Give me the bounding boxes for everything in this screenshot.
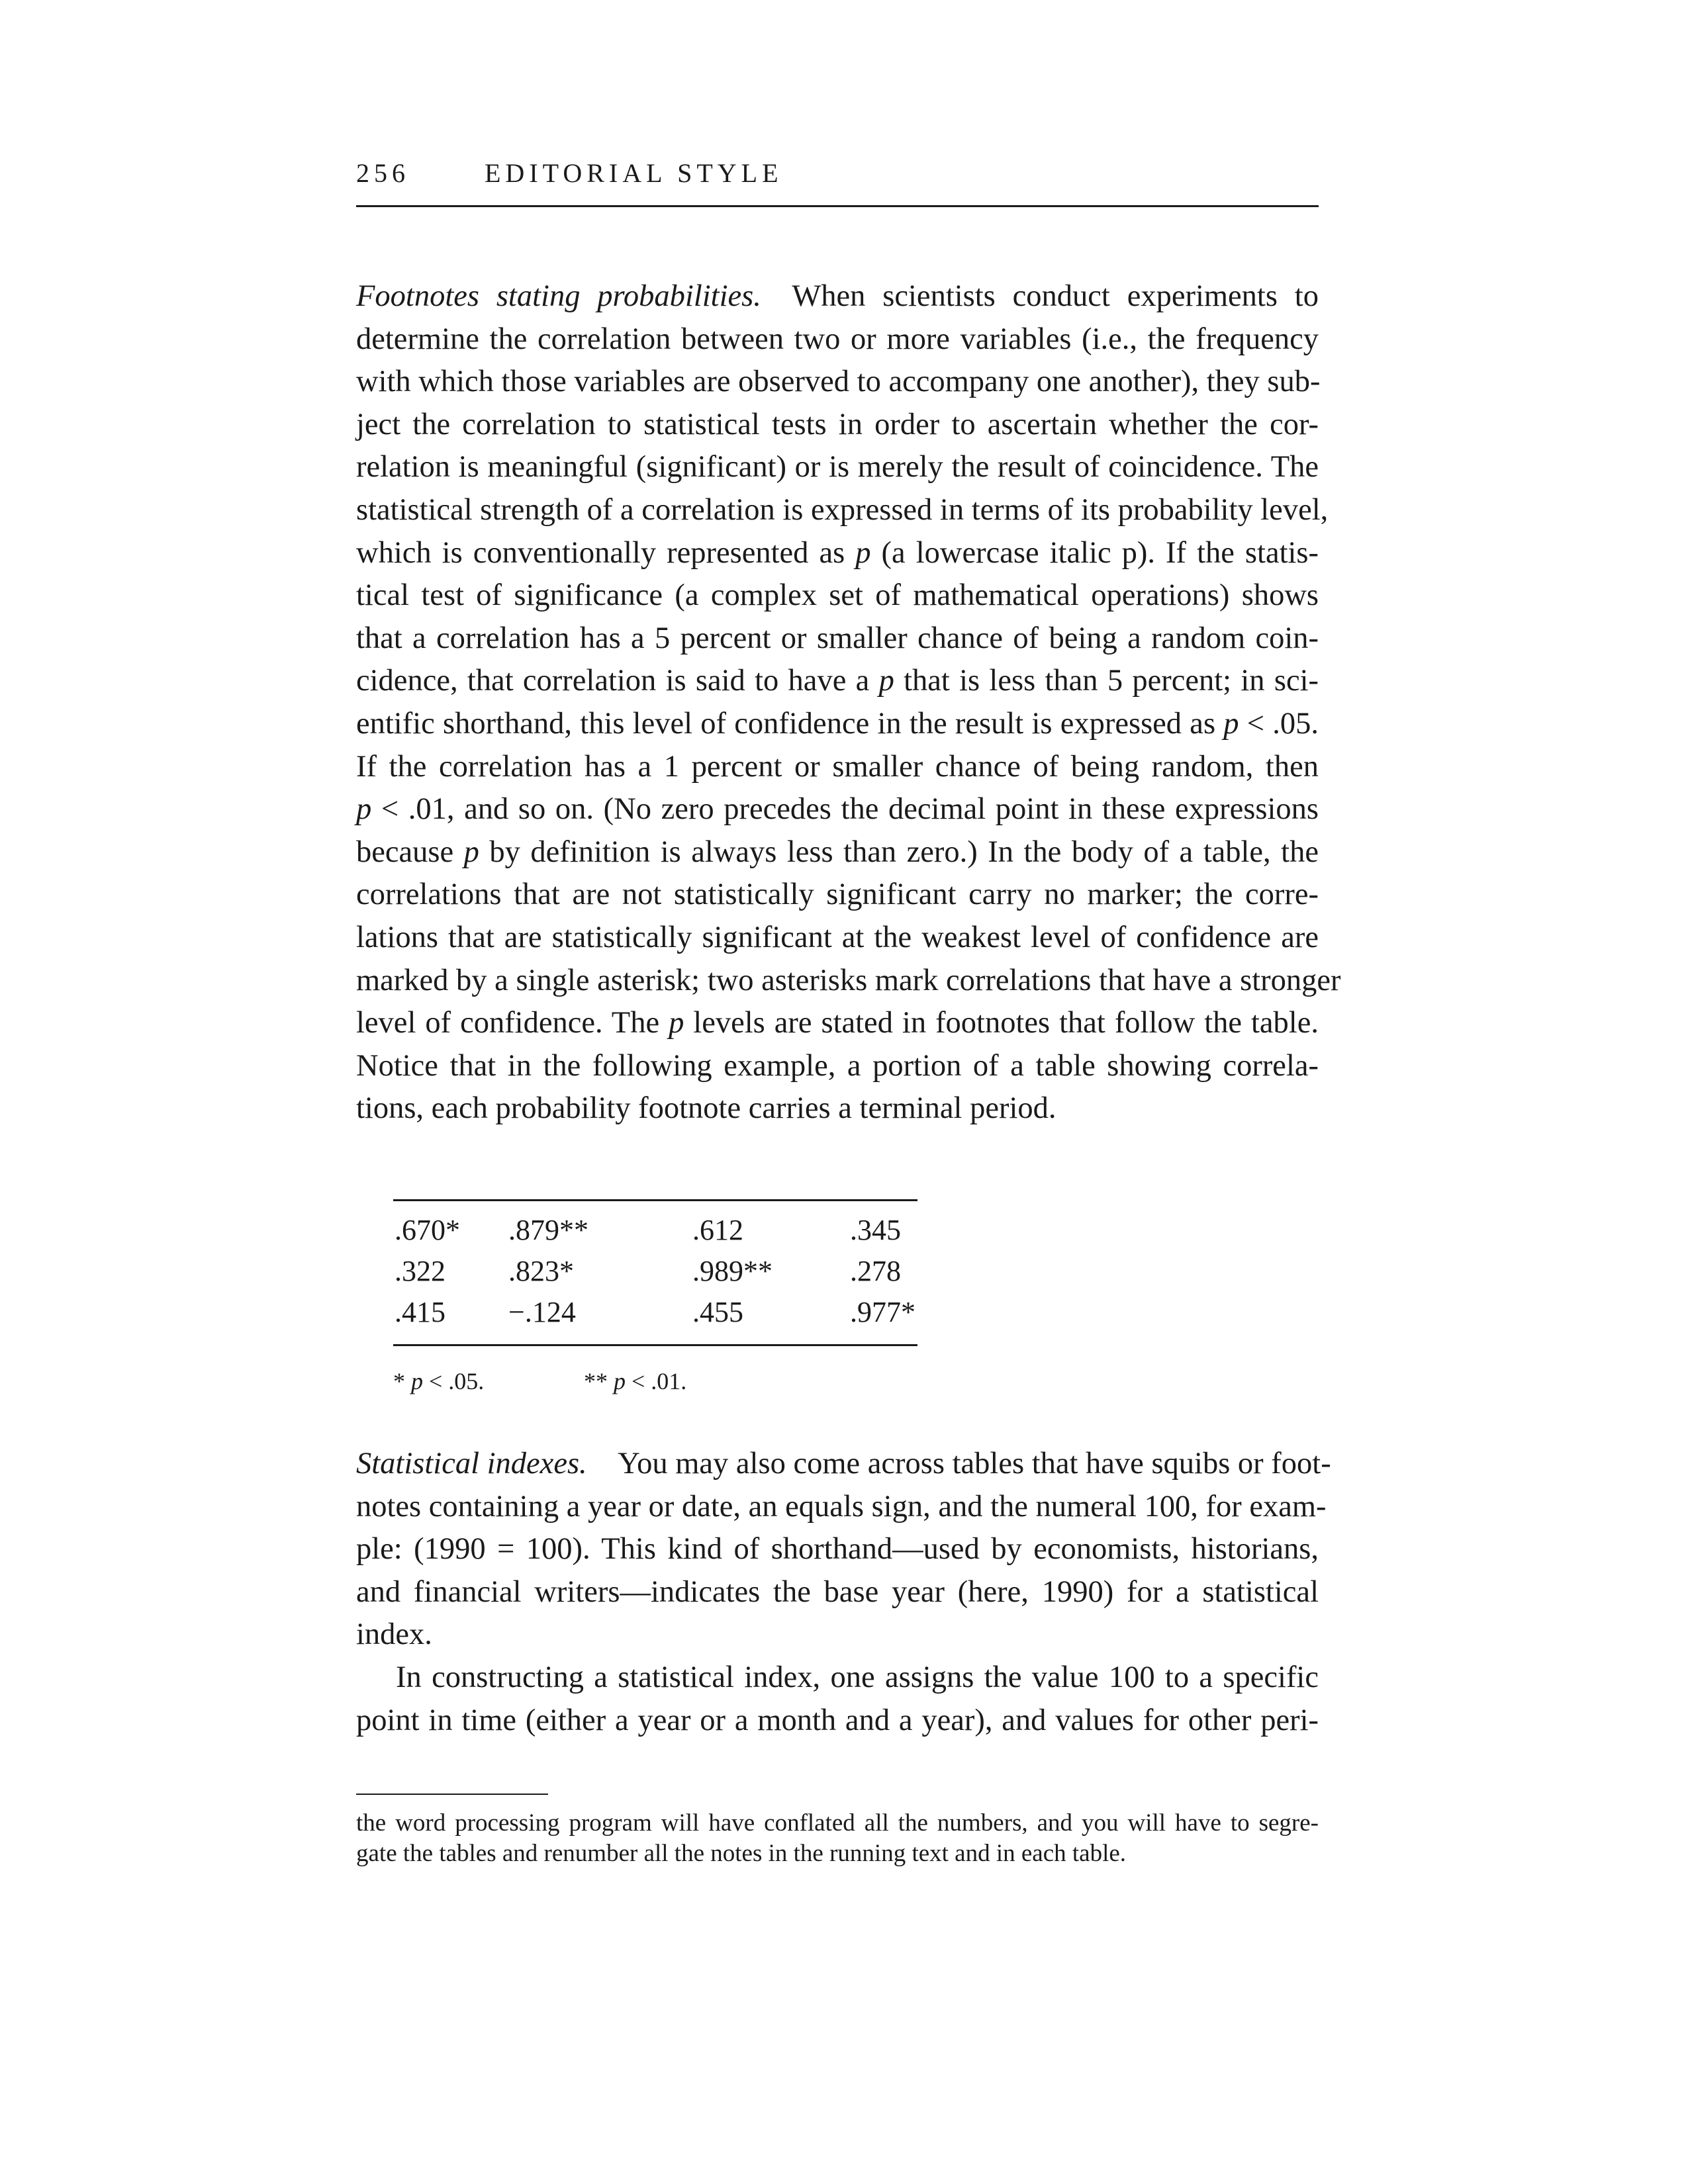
- correlation-table: [393, 1199, 917, 1346]
- table-cell: .415: [395, 1296, 445, 1328]
- table-row: [393, 1295, 917, 1336]
- text-line: cidence, that correlation is said to have a p that is less than 5 percent; in sci-: [356, 664, 1319, 698]
- text-line: p < .01, and so on. (No zero precedes the decimal point in these expressions: [356, 792, 1319, 827]
- text-line: entific shorthand, this level of confidence in the result is expressed as p < .05.: [356, 706, 1319, 741]
- text-line: ject the correlation to statistical tests in order to ascertain whether the cor-: [356, 407, 1319, 441]
- page-number: 256: [356, 158, 410, 188]
- table-cell: .879**: [508, 1214, 588, 1246]
- text-line: Notice that in the following example, a portion of a table showing correla-: [356, 1048, 1319, 1083]
- paragraph-constructing-index: [356, 1657, 1319, 1742]
- text-line: marked by a single asterisk; two asterisks mark correlations that have a stronger: [356, 963, 1341, 997]
- running-head: [356, 158, 1319, 207]
- text-line: which is conventionally represented as p (a lowercase italic p). If the statis-: [356, 535, 1319, 570]
- table-cell: .455: [692, 1296, 743, 1328]
- table-cell: .989**: [692, 1255, 773, 1287]
- table-cell: .823*: [508, 1255, 574, 1287]
- text-line: Footnotes stating probabilities. When scientists conduct experiments to: [356, 279, 1319, 313]
- text-line: ple: (1990 = 100). This kind of shorthand—used by economists, historians,: [356, 1532, 1319, 1567]
- table-row: [393, 1213, 917, 1254]
- text-line: level of confidence. The p levels are stated in footnotes that follow the table.: [356, 1006, 1319, 1040]
- table-row: [393, 1254, 917, 1295]
- table-cell: .278: [850, 1255, 901, 1287]
- table-note-p01: ** p < .01.: [584, 1368, 687, 1394]
- text-line: If the correlation has a 1 percent or smaller chance of being random, then: [356, 749, 1319, 784]
- run-in-heading: Statistical indexes.: [356, 1447, 587, 1480]
- text-line: determine the correlation between two or more variables (i.e., the frequency: [356, 322, 1319, 356]
- text-line: with which those variables are observed to accompany one another), they sub-: [356, 365, 1321, 399]
- text-line: index.: [356, 1617, 432, 1652]
- footnote-line: the word processing program will have conflated all the numbers, and you will have to segre-: [356, 1809, 1319, 1837]
- run-in-heading: Footnotes stating probabilities.: [356, 279, 761, 313]
- footnote-line: gate the tables and renumber all the notes in the running text and in each table.: [356, 1840, 1127, 1867]
- text-line: correlations that are not statistically significant carry no marker; the corre-: [356, 878, 1319, 912]
- text-line: tical test of significance (a complex set of mathematical operations) shows: [356, 578, 1319, 613]
- table-cell: −.124: [508, 1296, 576, 1328]
- text-line: point in time (either a year or a month and a year), and values for other peri-: [356, 1703, 1319, 1737]
- text-line: lations that are statistically significant at the weakest level of confidence are: [356, 920, 1319, 954]
- footnote-rule: [356, 1794, 548, 1795]
- table-note-p05: * p < .05.: [393, 1368, 485, 1394]
- text-line: that a correlation has a 5 percent or smaller chance of being a random coin-: [356, 621, 1319, 655]
- footnote-continuation: [356, 1808, 1319, 1869]
- text-line: In constructing a statistical index, one assigns the value 100 to a specific: [396, 1661, 1319, 1694]
- running-head-title: EDITORIAL STYLE: [485, 158, 783, 188]
- text-line: Statistical indexes. You may also come across tables that have squibs or foot-: [356, 1447, 1331, 1480]
- text-line: because p by definition is always less than zero.) In the body of a table, the: [356, 835, 1319, 869]
- table-probability-notes: [393, 1367, 917, 1400]
- text-line: relation is meaningful (significant) or is merely the result of coincidence. The: [356, 450, 1319, 484]
- table-cell: .670*: [395, 1214, 460, 1246]
- text-line: statistical strength of a correlation is expressed in terms of its probability level,: [356, 492, 1329, 527]
- table-cell: .977*: [850, 1296, 915, 1328]
- text-line: tions, each probability footnote carries a terminal period.: [356, 1091, 1056, 1126]
- text-line: and financial writers—indicates the base year (here, 1990) for a statistical: [356, 1574, 1319, 1609]
- paragraph-footnotes-probabilities: [356, 275, 1341, 1130]
- paragraph-statistical-indexes: [356, 1443, 1331, 1657]
- table-cell: .322: [395, 1255, 445, 1287]
- table-cell: .345: [850, 1214, 901, 1246]
- text-line: notes containing a year or date, an equals sign, and the numeral 100, for exam-: [356, 1489, 1327, 1524]
- table-cell: .612: [692, 1214, 743, 1246]
